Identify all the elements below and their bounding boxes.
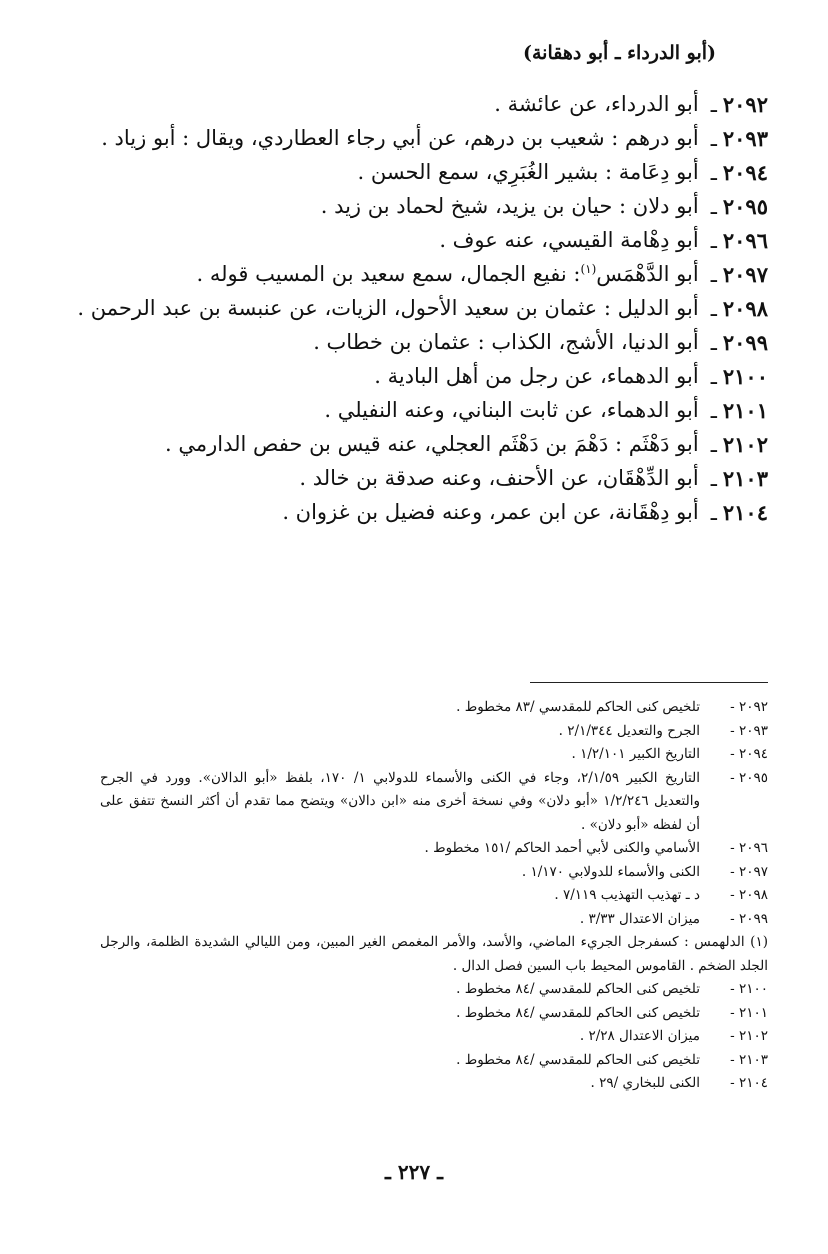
entry xyxy=(48,326,768,360)
entry xyxy=(48,394,768,428)
entry-text: أبو الدِّهْقَان، عن الأحنف، وعنه صدقة بن خالد . xyxy=(299,466,699,490)
entry xyxy=(48,224,768,258)
note-number: ٢١٠١ - xyxy=(730,1004,768,1021)
note-number: ٢١٠٢ - xyxy=(730,1028,768,1044)
note-text: الكنى والأسماء للدولابي ١/١٧٠ . xyxy=(521,863,700,880)
footnote-marker: (١) xyxy=(580,262,597,276)
entry xyxy=(48,462,768,496)
entry-number: ٢١٠٢ـ xyxy=(710,432,768,457)
entry xyxy=(48,360,768,394)
source-note xyxy=(100,978,768,1002)
entry-number: ٢٠٩٧ـ xyxy=(710,262,768,287)
entry-number: ٢٠٩٥ـ xyxy=(710,194,768,219)
source-note xyxy=(100,861,768,885)
entry xyxy=(48,258,768,292)
entry xyxy=(48,428,768,462)
entry-text: أبو الدهماء، عن ثابت البناني، وعنه النفيلي . xyxy=(324,398,699,422)
source-note xyxy=(100,720,768,744)
entry-number: ٢٠٩٤ـ xyxy=(710,160,768,185)
entry-text: أبو دِهْقَانة، عن ابن عمر، وعنه فضيل بن غزوان . xyxy=(282,500,699,524)
note-number: ٢١٠٠ - xyxy=(730,981,768,997)
entry-text: أبو الدرداء، عن عائشة . xyxy=(494,92,699,116)
note-text: الأسامي والكنى لأبي أحمد الحاكم /١٥١ مخطوط . xyxy=(424,840,700,856)
entry-text: أبو دلان : حيان بن يزيد، شيخ لحماد بن زيد . xyxy=(320,194,699,218)
running-header: (أبو الدرداء ـ أبو دهقانة) xyxy=(522,42,716,64)
entry-text: أبو دِهْامة القيسي، عنه عوف . xyxy=(439,228,699,252)
entry-text: أبو الدَّهْمَس$^{(١)}$: نفيع الجمال، سمع سعيد بن المسيب قوله . xyxy=(196,262,699,286)
entry-text: أبو دِعَامة : بشير الغُبَرِي، سمع الحسن . xyxy=(357,160,699,184)
source-note xyxy=(100,743,768,767)
source-note xyxy=(100,696,768,720)
note-text: الكنى للبخاري /٢٩ . xyxy=(590,1075,700,1091)
entry xyxy=(48,496,768,530)
footnote-text: (١) الدلهمس : كسفرجل الجريء الماضي، والأسد، والأمر المغمص الغير المبين، ومن الليالي الشديدة الظلمة، والرجل الجلد الضخم . القاموس المحيط باب السين فصل الدال . xyxy=(100,934,768,974)
note-text: تلخيص كنى الحاكم للمقدسي /٨٣ مخطوط . xyxy=(456,699,700,715)
entry-number: ٢١٠٤ـ xyxy=(710,500,768,525)
entry-text: أبو الدهماء، عن رجل من أهل البادية . xyxy=(374,364,699,388)
note-text: الجرح والتعديل ٢/١/٣٤٤ . xyxy=(558,722,700,739)
note-text: تلخيص كنى الحاكم للمقدسي /٨٤ مخطوط . xyxy=(456,981,700,997)
note-number: ٢١٠٣ - xyxy=(730,1051,768,1068)
entry-text: أبو الدنيا، الأشج، الكذاب : عثمان بن خطاب . xyxy=(313,330,699,354)
footnote-divider xyxy=(530,682,768,683)
note-text: التاريخ الكبير ٢/١/٥٩، وجاء في الكنى والأسماء للدولابي ١/ ١٧٠، بلفظ «أبو الدالان». وورد في الجرح والتعديل ١/٢/٢٤٦ «أبو دلان» وفي نسخة أخرى منه «ابن دالان» ويتضح مما تقدم أن أكثر النسخ تتفق على أن لفظه «أبو دلان» . xyxy=(100,769,700,833)
note-text: التاريخ الكبير ١/٢/١٠١ . xyxy=(571,746,700,762)
note-text: ميزان الاعتدال ٢/٢٨ . xyxy=(579,1028,700,1044)
entry xyxy=(48,88,768,122)
entry-text: أبو درهم : شعيب بن درهم، عن أبي رجاء العطاردي، ويقال : أبو زياد . xyxy=(101,126,699,150)
entry-number: ٢١٠١ـ xyxy=(710,398,768,423)
note-number: ٢٠٩٣ - xyxy=(730,722,768,739)
note-text: تلخيص كنى الحاكم للمقدسي /٨٤ مخطوط . xyxy=(456,1004,700,1021)
source-note xyxy=(100,884,768,908)
entry-number: ٢٠٩٢ـ xyxy=(710,92,768,117)
note-number: ٢٠٩٤ - xyxy=(730,746,768,762)
note-number: ٢٠٩٩ - xyxy=(730,910,768,927)
page-number: ـ ٢٢٧ ـ xyxy=(385,1160,443,1184)
note-number: ٢٠٩٨ - xyxy=(730,887,768,903)
entry xyxy=(48,122,768,156)
note-text: د ـ تهذيب التهذيب ٧/١١٩ . xyxy=(554,887,700,903)
biographical-entries xyxy=(48,88,768,530)
entry-number: ٢١٠٣ـ xyxy=(710,466,768,491)
note-number: ٢٠٩٢ - xyxy=(730,699,768,715)
entry-number: ٢٠٩٨ـ xyxy=(710,296,768,321)
note-number: ٢٠٩٦ - xyxy=(730,840,768,856)
source-note xyxy=(100,1072,768,1096)
entry-number: ٢٠٩٩ـ xyxy=(710,330,768,355)
footnote xyxy=(100,931,768,978)
entry-number: ٢٠٩٣ـ xyxy=(710,126,768,151)
entry-number: ٢١٠٠ـ xyxy=(710,364,768,389)
note-number: ٢١٠٤ - xyxy=(730,1075,768,1091)
note-number: ٢٠٩٧ - xyxy=(730,863,768,880)
entry-text: أبو الدليل : عثمان بن سعيد الأحول، الزيات، عن عنبسة بن عبد الرحمن . xyxy=(77,296,699,320)
source-note xyxy=(100,908,768,932)
source-note xyxy=(100,767,768,838)
source-note xyxy=(100,837,768,861)
source-note xyxy=(100,1002,768,1026)
entry-number: ٢٠٩٦ـ xyxy=(710,228,768,253)
entry xyxy=(48,156,768,190)
entry-text: أبو دَهْثَم : دَهْمَ بن دَهْثَم العجلي، عنه قيس بن حفص الدارمي . xyxy=(165,432,699,456)
entry xyxy=(48,190,768,224)
note-text: تلخيص كنى الحاكم للمقدسي /٨٤ مخطوط . xyxy=(456,1051,700,1068)
note-text: ميزان الاعتدال ٣/٣٣ . xyxy=(579,910,700,927)
source-notes xyxy=(100,696,768,1096)
source-note xyxy=(100,1049,768,1073)
source-note xyxy=(100,1025,768,1049)
note-number: ٢٠٩٥ - xyxy=(730,769,768,786)
entry xyxy=(48,292,768,326)
